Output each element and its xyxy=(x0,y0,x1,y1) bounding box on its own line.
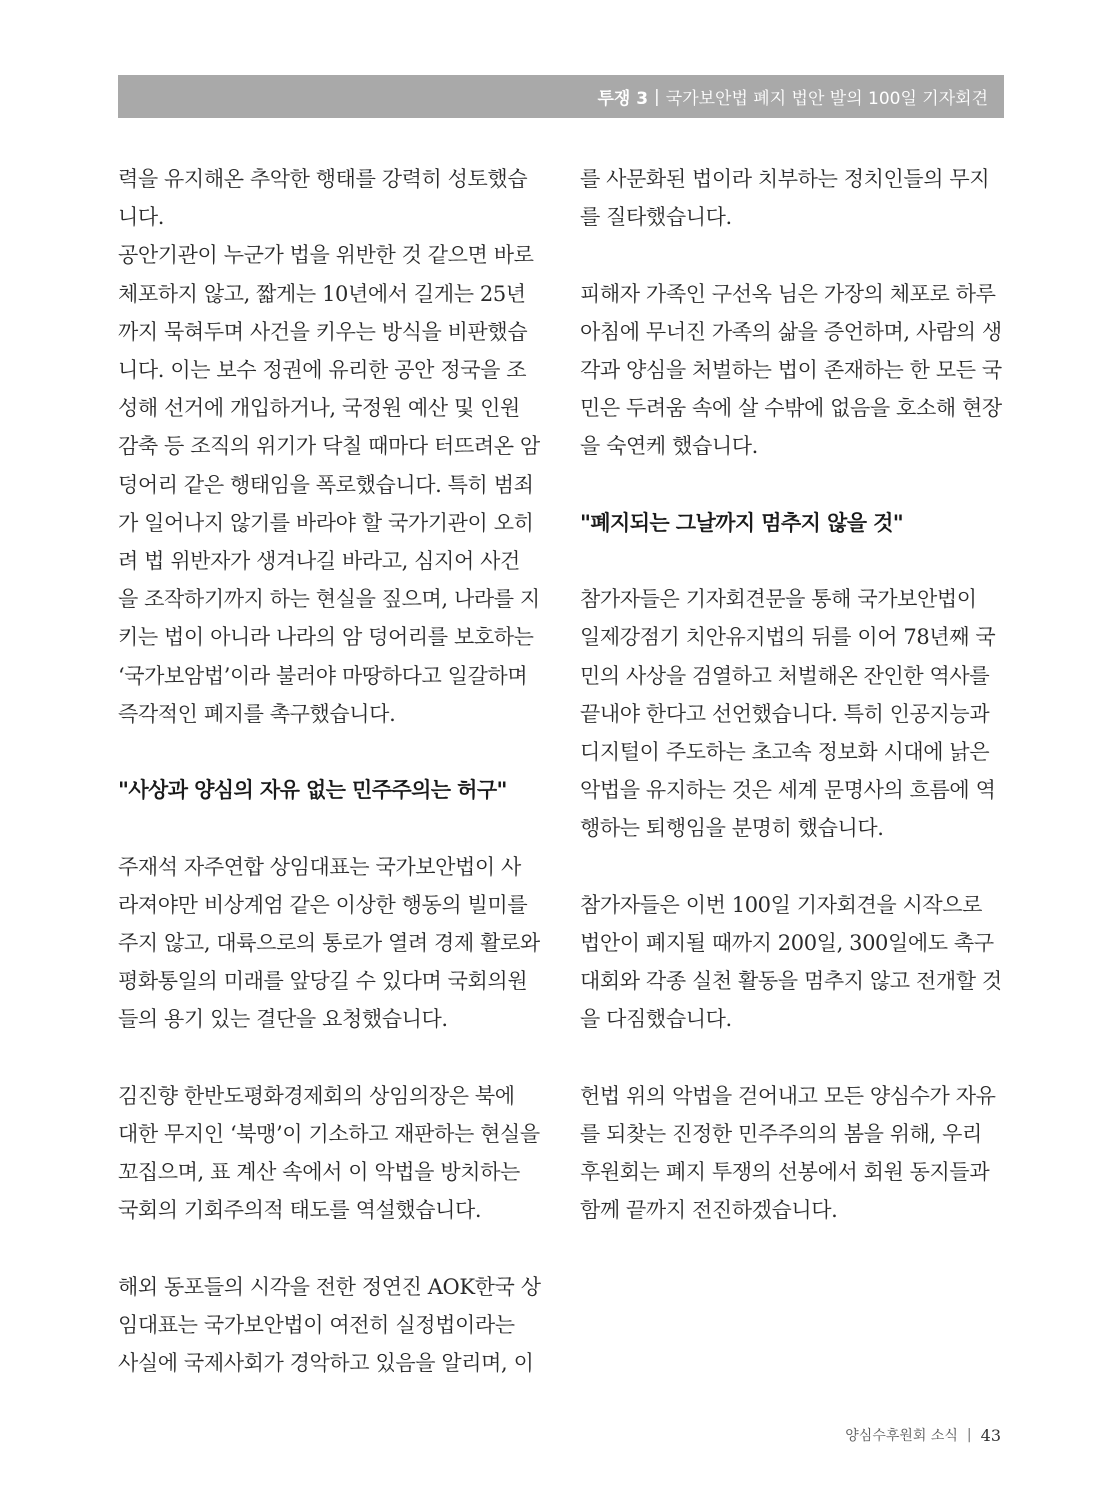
text-line: 디지털이 주도하는 초고속 정보화 시대에 낡은 xyxy=(580,740,990,764)
section-heading: "폐지되는 그날까지 멈추지 않을 것" xyxy=(580,510,904,535)
right-paragraph-5 xyxy=(580,1077,1005,1230)
left-paragraph-2 xyxy=(118,236,543,733)
running-header xyxy=(118,75,1004,118)
page-number: 43 xyxy=(980,1425,1001,1445)
left-paragraph-4 xyxy=(118,1077,543,1230)
text-line: 임대표는 국가보안법이 여전히 실정법이라는 xyxy=(118,1313,515,1338)
text-line: 니다. xyxy=(118,205,165,230)
text-line: 대회와 각종 실천 활동을 멈추지 않고 전개할 것 xyxy=(580,969,1002,994)
text-line: 김진향 한반도평화경제회의 상임의장은 북에 xyxy=(118,1083,515,1108)
text-line: 평화통일의 미래를 앞당길 수 있다며 국회의원 xyxy=(118,969,528,994)
text-line: 사실에 국제사회가 경악하고 있음을 알리며, 이 xyxy=(118,1351,534,1376)
header-title: 국가보안법 폐지 법안 발의 100일 기자회견 xyxy=(665,89,988,109)
paragraph-gap xyxy=(118,1230,543,1268)
text-line: 대한 무지인 ‘북맹’이 기소하고 재판하는 현실을 xyxy=(118,1122,540,1147)
text-line: 참가자들은 이번 100일 기자회견을 시작으로 xyxy=(580,892,983,917)
section-heading: "사상과 양심의 자유 없는 민주주의는 허구" xyxy=(118,778,507,803)
left-paragraph-3 xyxy=(118,848,543,1039)
text-line: 피해자 가족인 구선옥 님은 가장의 체포로 하루 xyxy=(580,281,996,306)
right-paragraph-4 xyxy=(580,886,1005,1039)
text-line: 일제강점기 치안유지법의 뒤를 이어 78년째 국 xyxy=(580,625,996,650)
paragraph-gap xyxy=(118,1039,543,1077)
text-line: 체포하지 않고, 짧게는 10년에서 길게는 25년 xyxy=(118,281,526,306)
text-line: 가 일어나지 않기를 바라야 할 국가기관이 오히 xyxy=(118,510,534,535)
text-line: 참가자들은 기자회견문을 통해 국가보안법이 xyxy=(580,587,977,612)
paragraph-gap xyxy=(580,542,1005,580)
text-line: 해외 동포들의 시각을 전한 정연진 AOK한국 상 xyxy=(118,1274,541,1299)
text-line: 성해 선거에 개입하거나, 국정원 예산 및 인원 xyxy=(118,396,520,421)
right-paragraph-3 xyxy=(580,580,1005,847)
text-line: 덩어리 같은 행태임을 폭로했습니다. 특히 범죄 xyxy=(118,472,534,497)
text-line: 끝내야 한다고 선언했습니다. 특히 인공지능과 xyxy=(580,701,990,726)
left-paragraph-1 xyxy=(118,160,543,236)
text-line: 함께 끝까지 전진하겠습니다. xyxy=(580,1198,838,1223)
text-line: 까지 묵혀두며 사건을 키우는 방식을 비판했습 xyxy=(118,319,528,344)
left-column xyxy=(118,160,543,1382)
text-line: 를 질타했습니다. xyxy=(580,205,732,230)
text-line: 를 사문화된 법이라 치부하는 정치인들의 무지 xyxy=(580,167,990,191)
paragraph-gap xyxy=(580,466,1005,504)
text-line: 민의 사상을 검열하고 처벌해온 잔인한 역사를 xyxy=(580,663,990,688)
text-line: 즉각적인 폐지를 촉구했습니다. xyxy=(118,701,396,726)
text-line: 각과 양심을 처벌하는 법이 존재하는 한 모든 국 xyxy=(580,358,1002,382)
text-line: 라져야만 비상계엄 같은 이상한 행동의 빌미를 xyxy=(118,892,528,917)
text-line: 법안이 폐지될 때까지 200일, 300일에도 촉구 xyxy=(580,931,994,955)
text-line: 헌법 위의 악법을 걷어내고 모든 양심수가 자유 xyxy=(580,1083,996,1108)
text-line: 을 조작하기까지 하는 현실을 짚으며, 나라를 지 xyxy=(118,587,540,612)
text-line: 후원회는 폐지 투쟁의 선봉에서 회원 동지들과 xyxy=(580,1160,990,1185)
text-line: 주지 않고, 대륙으로의 통로가 열려 경제 활로와 xyxy=(118,931,540,956)
paragraph-gap xyxy=(118,809,543,847)
footer-separator: | xyxy=(966,1427,972,1443)
publication-name: 양심수후원회 소식 xyxy=(845,1428,958,1444)
header-section: 투쟁 3 xyxy=(597,89,649,109)
left-paragraph-5 xyxy=(118,1268,543,1383)
text-line: 악법을 유지하는 것은 세계 문명사의 흐름에 역 xyxy=(580,778,996,803)
paragraph-gap xyxy=(118,733,543,771)
text-line: 를 되찾는 진정한 민주주의의 봄을 위해, 우리 xyxy=(580,1122,982,1146)
text-line: 공안기관이 누군가 법을 위반한 것 같으면 바로 xyxy=(118,243,534,268)
text-line: 아침에 무너진 가족의 삶을 증언하며, 사람의 생 xyxy=(580,319,1002,344)
text-line: 을 숙연케 했습니다. xyxy=(580,434,758,459)
text-line: ‘국가보암법’이라 불러야 마땅하다고 일갈하며 xyxy=(118,663,528,688)
paragraph-gap xyxy=(580,848,1005,886)
right-column xyxy=(580,160,1005,1230)
paragraph-gap xyxy=(580,236,1005,274)
text-line: 행하는 퇴행임을 분명히 했습니다. xyxy=(580,816,884,841)
text-line: 국회의 기회주의적 태도를 역설했습니다. xyxy=(118,1198,482,1223)
text-line: 력을 유지해온 추악한 행태를 강력히 성토했습 xyxy=(118,167,528,191)
text-line: 려 법 위반자가 생겨나길 바라고, 심지어 사건 xyxy=(118,549,520,574)
text-line: 감축 등 조직의 위기가 닥칠 때마다 터뜨려온 암 xyxy=(118,434,540,459)
right-paragraph-1 xyxy=(580,160,1005,236)
text-line: 꼬집으며, 표 계산 속에서 이 악법을 방치하는 xyxy=(118,1160,520,1185)
right-paragraph-2 xyxy=(580,275,1005,466)
text-line: 주재석 자주연합 상임대표는 국가보안법이 사 xyxy=(118,854,521,879)
header-separator: | xyxy=(654,86,660,107)
text-line: 을 다짐했습니다. xyxy=(580,1007,732,1032)
paragraph-gap xyxy=(580,1039,1005,1077)
text-line: 들의 용기 있는 결단을 요청했습니다. xyxy=(118,1007,448,1032)
text-line: 니다. 이는 보수 정권에 유리한 공안 정국을 조 xyxy=(118,358,527,383)
text-line: 민은 두려움 속에 살 수밖에 없음을 호소해 현장 xyxy=(580,396,1002,421)
page-footer xyxy=(845,1425,1001,1445)
text-line: 키는 법이 아니라 나라의 암 덩어리를 보호하는 xyxy=(118,625,534,650)
